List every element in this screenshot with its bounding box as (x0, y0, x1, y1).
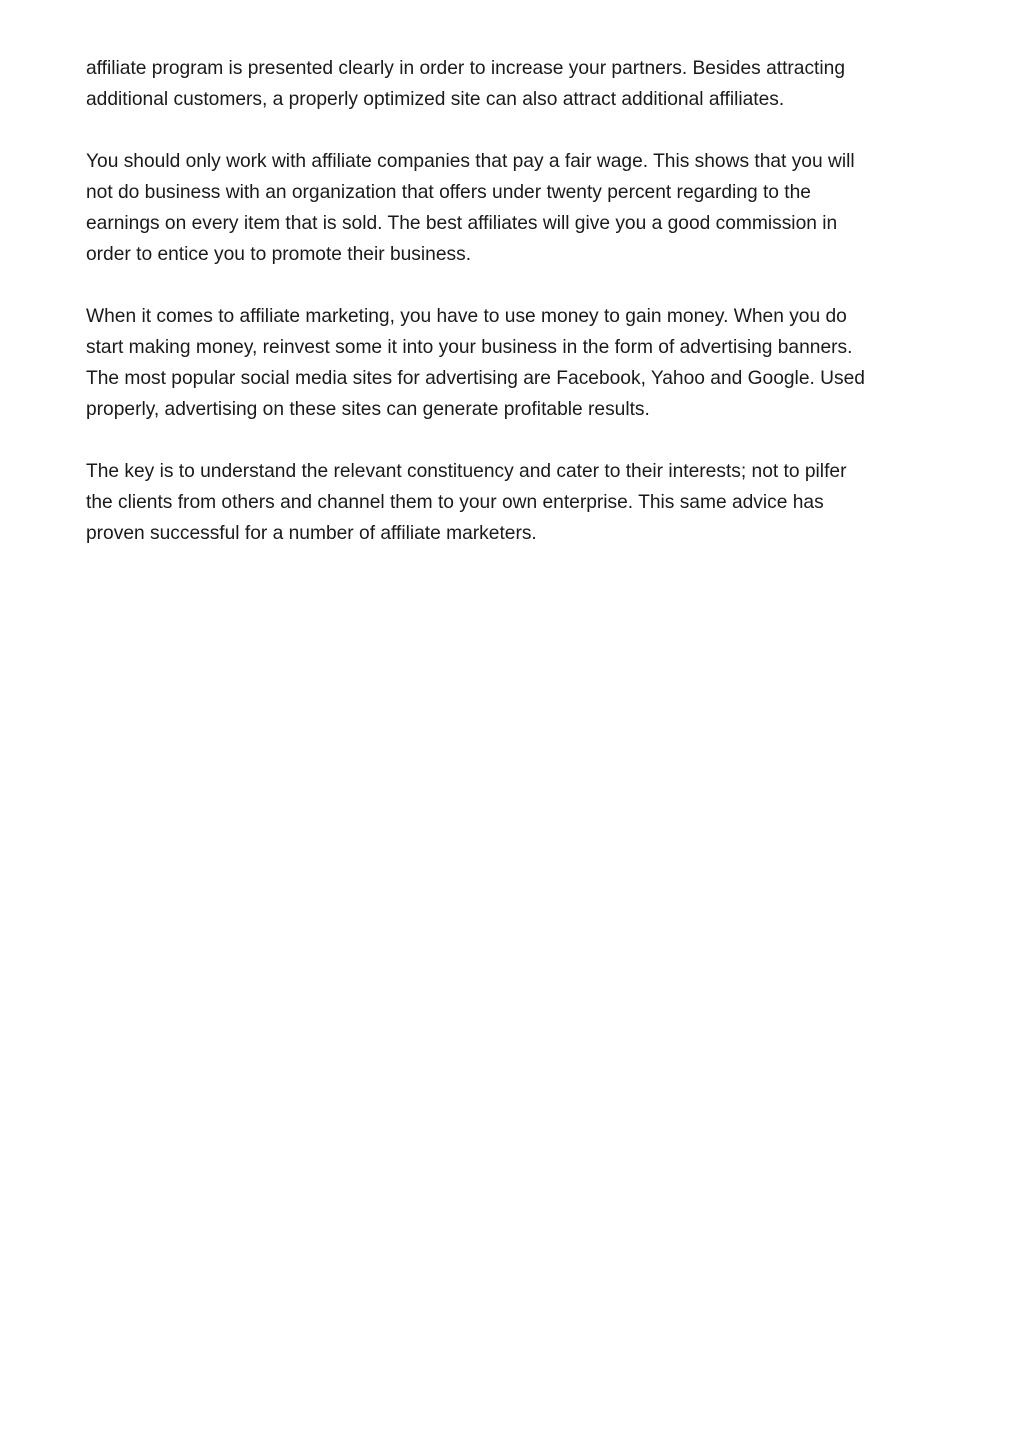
paragraph-4 (86, 456, 946, 549)
paragraph-line: not do business with an organization that offers under twenty percent regarding to the (86, 182, 811, 203)
paragraph-line: The most popular social media sites for advertising are Facebook, Yahoo and Google. Used (86, 368, 865, 389)
paragraph-line: order to entice you to promote their business. (86, 244, 472, 265)
document-body (86, 53, 946, 549)
paragraph-spacer (86, 115, 946, 146)
paragraph-spacer (86, 425, 946, 456)
paragraph-line: affiliate program is presented clearly in order to increase your partners. Besides attracting (86, 58, 845, 79)
paragraph-spacer (86, 270, 946, 301)
paragraph-1 (86, 53, 946, 115)
paragraph-3 (86, 301, 946, 425)
paragraph-line: start making money, reinvest some it into your business in the form of advertising banners. (86, 337, 853, 358)
paragraph-line: the clients from others and channel them to your own enterprise. This same advice has (86, 492, 824, 513)
paragraph-2 (86, 146, 946, 270)
paragraph-line: The key is to understand the relevant constituency and cater to their interests; not to pilfer (86, 461, 847, 482)
paragraph-line: earnings on every item that is sold. The best affiliates will give you a good commission in (86, 213, 838, 234)
paragraph-line: additional customers, a properly optimized site can also attract additional affiliates. (86, 89, 785, 110)
paragraph-line: properly, advertising on these sites can generate profitable results. (86, 399, 650, 420)
paragraph-line: proven successful for a number of affiliate marketers. (86, 523, 537, 544)
paragraph-line: When it comes to affiliate marketing, you have to use money to gain money. When you do (86, 306, 847, 327)
paragraph-line: You should only work with affiliate companies that pay a fair wage. This shows that you will (86, 151, 855, 172)
